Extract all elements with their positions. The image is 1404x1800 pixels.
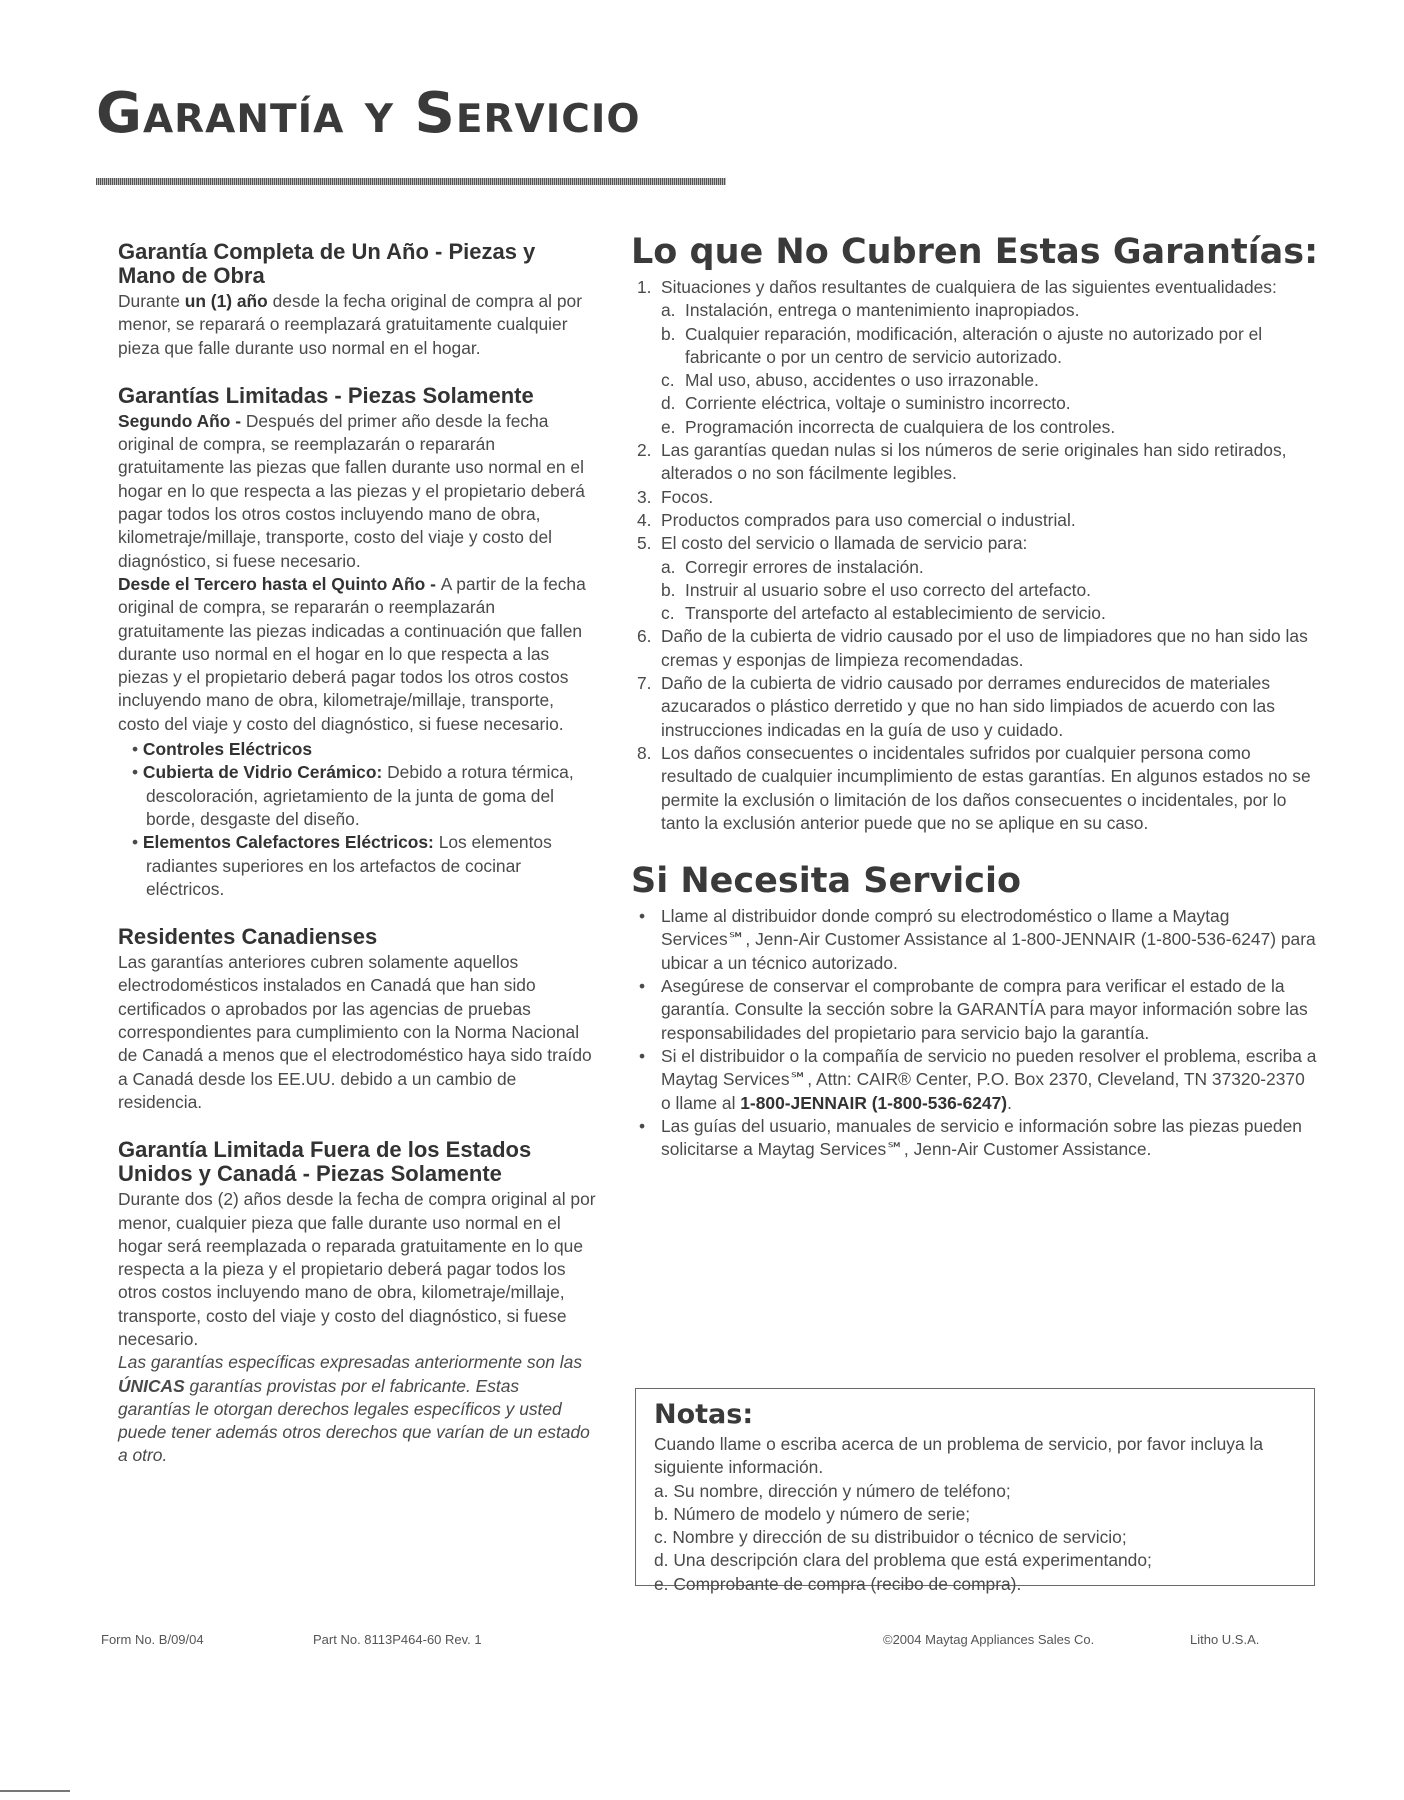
sub-list-item [661, 369, 1319, 392]
sub-item-letter: e. [661, 416, 676, 437]
list-item: • Controles Eléctricos [118, 738, 596, 761]
service-text-pre: Llame al distribuidor donde compró su electrodoméstico o llame a Maytag Services℠, Jenn-Air Customer Assistance al 1-800-JENNAIR (1-800-536-6247) para ubicar a un técnico autorizado. [661, 906, 1316, 973]
second-year-text: Segundo Año - Después del primer año desde la fecha original de compra, se reemplazarán o repararán gratuitamente las piezas que fallen durante uso normal en el hogar en lo que respecta a las piezas y el propietario deberá pagar todos los otros costos incluyendo mano de obra, kilometraje/millaje, transporte, costo del viaje y costo del diagnóstico, si fuese necesario. [118, 410, 585, 571]
item-number: 5. [637, 533, 652, 554]
not-covered-list [637, 276, 1319, 835]
sub-item-text: Corregir errores de instalación. [685, 556, 924, 577]
list-item [637, 905, 1319, 975]
exclusive-warranty-note: Las garantías específicas expresadas anteriormente son las ÚNICAS garantías provistas por el fabricante. Estas garantías le otorgan derechos legales específicos y usted puede tener además otros derechos que varían de un estado a otro. [118, 1352, 590, 1466]
notes-line: a. Su nombre, dirección y número de teléfono; [654, 1480, 1011, 1501]
notes-line: c. Nombre y dirección de su distribuidor o técnico de servicio; [654, 1527, 1127, 1548]
sub-item-text: Programación incorrecta de cualquiera de los controles. [685, 416, 1116, 437]
sub-list-item [661, 579, 1319, 602]
list-item [637, 276, 1319, 439]
sub-item-letter: c. [661, 603, 675, 624]
sub-list-item [661, 323, 1319, 370]
list-item: • Cubierta de Vidrio Cerámico: Debido a rotura térmica, descoloración, agrietamiento de la junta de goma del borde, desgaste del diseño. [118, 761, 596, 831]
service-heading: Si Necesita Servicio [631, 861, 1022, 902]
full-warranty-text: Durante un (1) año desde la fecha original de compra al por menor, se reparará o reemplazará gratuitamente cualquier pieza que falle durante uso normal en el hogar. [118, 291, 582, 358]
sub-item-text: Instruir al usuario sobre el uso correcto del artefacto. [685, 579, 1091, 600]
notes-line: d. Una descripción clara del problema que está experimentando; [654, 1550, 1152, 1571]
sub-list-item [661, 556, 1319, 579]
service-text-pre: Si el distribuidor o la compañía de servicio no pueden resolver el problema, escriba a Maytag Services℠, Attn: CAIR® Center, P.O. Box 2370, Cleveland, TN 37320-2370 o llame al [661, 1045, 1317, 1113]
sub-item-letter: a. [661, 300, 676, 321]
sub-item-text: Cualquier reparación, modificación, alteración o ajuste no autorizado por el fabricante o por un centro de servicio autorizado. [685, 323, 1263, 367]
item-text: Daño de la cubierta de vidrio causado por el uso de limpiadores que no han sido las cremas y esponjas de limpieza recomendadas. [661, 626, 1308, 670]
page-title: Garantía y Servicio [96, 81, 641, 146]
list-item [637, 439, 1319, 486]
limited-warranty-section [118, 384, 596, 901]
list-item [637, 486, 1319, 509]
sub-item-letter: b. [661, 323, 676, 344]
bottom-mark [0, 1790, 70, 1792]
outside-us-section [118, 1138, 596, 1468]
sub-list-item [661, 392, 1319, 415]
limited-warranty-heading: Garantías Limitadas - Piezas Solamente [118, 382, 534, 408]
item-number: 4. [637, 509, 652, 530]
list-item [637, 1115, 1319, 1162]
covered-parts-list [118, 738, 596, 901]
list-item [637, 672, 1319, 742]
item-text: Las garantías quedan nulas si los números de serie originales han sido retirados, alterados o no son fácilmente legibles. [661, 440, 1287, 484]
list-item [637, 509, 1319, 532]
canadian-residents-text: Las garantías anteriores cubren solamente aquellos electrodomésticos instalados en Canadá que han sido certificados o aprobados por las agencias de pruebas correspondientes para cumplimiento con la Norma Nacional de Canadá a menos que el electrodoméstico haya sido traído a Canadá desde los EE.UU. debido a un cambio de residencia. [118, 952, 592, 1112]
sub-item-text: Transporte del artefacto al establecimiento de servicio. [685, 603, 1106, 624]
item-text: El costo del servicio o llamada de servicio para: [661, 533, 1028, 554]
list-item: • Elementos Calefactores Eléctricos: Los elementos radiantes superiores en los artefactos de cocinar eléctricos. [118, 831, 596, 901]
list-item [637, 1045, 1319, 1115]
item-text: Focos. [661, 486, 714, 507]
item-text: Situaciones y daños resultantes de cualquiera de las siguientes eventualidades: [661, 277, 1277, 297]
sub-item-letter: c. [661, 370, 675, 391]
list-item [637, 532, 1319, 625]
third-fifth-year-text: Desde el Tercero hasta el Quinto Año - A partir de la fecha original de compra, se repararán o reemplazarán gratuitamente las piezas indicadas a continuación que fallen durante uso normal en el hogar en lo que respecta a las piezas y el propietario deberá pagar todos los otros costos incluyendo mano de obra, kilometraje/millaje, transporte, costo del viaje y costo del diagnóstico, si fuese necesario. [118, 573, 586, 734]
notes-line: e. Comprobante de compra (recibo de compra). [654, 1573, 1022, 1594]
list-item [637, 742, 1319, 835]
right-column [631, 232, 1319, 1161]
outside-us-text: Durante dos (2) años desde la fecha de compra original al por menor, cualquier pieza que falle durante uso normal en el hogar será reemplazada o reparada gratuitamente en lo que respecta a la pieza y el propietario deberá pagar todos los otros costos incluyendo mano de obra, kilometraje/millaje, transporte, costo del viaje y costo del diagnóstico, si fuese necesario. [118, 1189, 596, 1349]
litho: Litho U.S.A. [1190, 1632, 1260, 1647]
outside-us-heading: Garantía Limitada Fuera de los Estados Unidos y Canadá - Piezas Solamente [118, 1137, 532, 1187]
sub-item-text: Instalación, entrega o mantenimiento inapropiados. [685, 300, 1080, 321]
part-number: Part No. 8113P464-60 Rev. 1 [313, 1632, 482, 1647]
list-item [637, 625, 1319, 672]
sub-list-item [661, 416, 1319, 439]
canadian-residents-section [118, 925, 596, 1114]
item-number: 6. [637, 626, 652, 647]
item-text: Daño de la cubierta de vidrio causado por derrames endurecidos de materiales azucarados o plástico derretido y que no han sido limpiados de acuerdo con las instrucciones indicadas en la guía de uso y cuidado. [661, 673, 1275, 740]
item-text: Los daños consecuentes o incidentales sufridos por cualquier persona como resultado de cualquier incumplimiento de estas garantías. En algunos estados no se permite la exclusión o limitación de los daños consecuentes o incidentales, por lo tanto la exclusión anterior puede que no se aplique en su caso. [661, 742, 1311, 833]
item-number: 3. [637, 486, 652, 507]
item-number: 2. [637, 440, 652, 461]
item-text: Productos comprados para uso comercial o industrial. [661, 509, 1076, 530]
notes-title: Notas: [654, 1399, 754, 1430]
left-column [118, 240, 596, 1492]
service-text-post: . [1007, 1092, 1012, 1113]
service-text-pre: Las guías del usuario, manuales de servicio e información sobre las piezas pueden solicitarse a Maytag Services℠, Jenn-Air Customer Assistance. [661, 1115, 1302, 1160]
sub-item-text: Corriente eléctrica, voltaje o suministro incorrecto. [685, 393, 1071, 414]
item-number: 8. [637, 742, 652, 763]
service-list [637, 905, 1319, 1161]
service-text-bold: 1-800-JENNAIR (1-800-536-6247) [740, 1092, 1008, 1113]
notes-box [635, 1388, 1315, 1594]
full-warranty-heading: Garantía Completa de Un Año - Piezas y Mano de Obra [118, 239, 536, 288]
sub-item-letter: b. [661, 579, 676, 600]
sub-item-letter: a. [661, 556, 676, 577]
sub-list-item [661, 602, 1319, 625]
service-text-pre: Asegúrese de conservar el comprobante de compra para verificar el estado de la garantía. Consulte la sección sobre la GARANTÍA para mayor información sobre las responsabilidades del propietario para servicio bajo la garantía. [661, 976, 1308, 1043]
notes-intro: Cuando llame o escriba acerca de un problema de servicio, por favor incluya la siguiente información. [654, 1434, 1263, 1478]
notes-line: b. Número de modelo y número de serie; [654, 1503, 971, 1524]
sub-item-text: Mal uso, abuso, accidentes o uso irrazonable. [685, 370, 1039, 391]
full-warranty-section [118, 240, 596, 360]
list-item [637, 975, 1319, 1045]
sub-list [661, 299, 1319, 439]
form-number: Form No. B/09/04 [101, 1632, 204, 1647]
item-number: 1. [637, 277, 652, 297]
title-rule [96, 178, 726, 185]
sub-list [661, 556, 1319, 626]
sub-item-letter: d. [661, 393, 676, 414]
item-number: 7. [637, 673, 652, 694]
sub-list-item [661, 299, 1319, 322]
canadian-residents-heading: Residentes Canadienses [118, 924, 378, 950]
not-covered-heading: Lo que No Cubren Estas Garantías: [631, 232, 1319, 272]
copyright: ©2004 Maytag Appliances Sales Co. [883, 1632, 1095, 1647]
